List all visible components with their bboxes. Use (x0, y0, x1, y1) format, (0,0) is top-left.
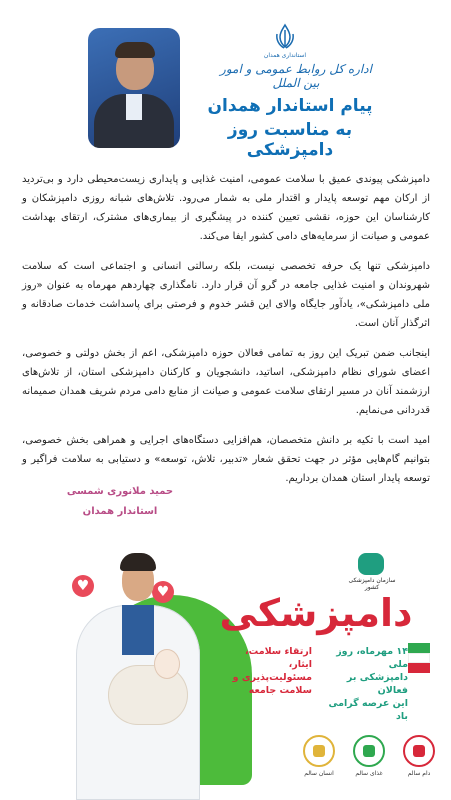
veterinarian-illustration (58, 545, 218, 800)
badges (250, 735, 450, 795)
governor-photo (88, 28, 180, 148)
veterinary-day-banner (0, 535, 451, 800)
page-title: پیام استاندار همدان (207, 96, 373, 116)
org-title: اداره کل روابط عمومی و امور بین الملل (220, 62, 372, 90)
paragraph: اینجانب ضمن تبریک این روز به تمامی فعالان حوزه دامپزشکی، اعم از بخش دولتی و خصوصی، اعضای شورای نظام دامپزشکی، اساتید، دانشجویان و کارکنان دامپزشکی استان، از تلاش‌های ارزشمند آنان در مسیر ارتقای سلامت عمومی و صیانت از منابع دامی مردم شریف همدان صمیمانه قدردانی می‌نمایم. (22, 348, 430, 416)
day-greeting: ۱۴ مهرماه، روز ملی دامپزشکی بر فعالان این عرصه گرامی باد (328, 646, 408, 722)
banner-slogan: ارتقاء سلامت، ایثار، مسئولیت‌پذیری و سلامت جامعه (232, 646, 312, 696)
org-small: استانداری همدان (263, 52, 307, 59)
signature-name: حمید ملانوری شمسی (66, 486, 174, 497)
message-body (22, 170, 430, 499)
paragraph: دامپزشکی تنها یک حرفه تخصصی نیست، بلکه رسالتی انسانی و اجتماعی است که سلامت شهروندان و امنیت غذایی جامعه در گرو آن قرار دارد. نامگذاری چهاردهم مهرماه به عنوان «روز ملی دامپزشکی»، یادآور جایگاه والای این قشر خدوم و فرصتی برای پاسداشت خدمات صادقانه و اثرگذار آنان است. (22, 261, 430, 329)
food-icon (353, 735, 385, 767)
signature-role: استاندار همدان (82, 506, 158, 517)
badge-healthy-food: غذای سالم (350, 735, 388, 777)
page-subtitle: به مناسبت روز دامپزشکی (227, 120, 353, 160)
human-icon (303, 735, 335, 767)
paragraph: دامپزشکی پیوندی عمیق با سلامت عمومی، امنیت غذایی و پایداری زیست‌محیطی دارد و بی‌تردید از ارکان مهم توسعه پایدار و اقتدار ملی به شمار می‌رود. تلاش‌های شبانه روزی دامپزشکان و کارشناسان این حوزه، نقشی تعیین کننده در پیشگیری از بیماری‌های مشترک، ارتقای بهداشت عمومی و صیانت از سرمایه‌های دامی کشور ایفا می‌کند. (22, 174, 430, 242)
badge-healthy-livestock: دام سالم (400, 735, 438, 777)
header (0, 0, 451, 160)
vet-organization-logo (348, 553, 396, 591)
logo-text: سازمان دامپزشکی کشور (348, 577, 396, 591)
livestock-icon (403, 735, 435, 767)
paragraph: امید است با تکیه بر دانش متخصصان، هم‌افزایی دستگاه‌های اجرایی و همراهی بخش خصوصی، بتوانیم گام‌هایی مؤثر در جهت تحقق شعار «تدبیر، تلاش، توسعه» و دستیابی به سلامت فراگیر و توسعه پایدار استان همدان برداریم. (22, 435, 430, 484)
iran-flag-icon (408, 643, 430, 673)
signature (60, 482, 180, 522)
banner-title: دامپزشکی (219, 591, 413, 635)
iran-emblem-icon (270, 22, 300, 52)
badge-healthy-human: انسان سالم (300, 735, 338, 777)
